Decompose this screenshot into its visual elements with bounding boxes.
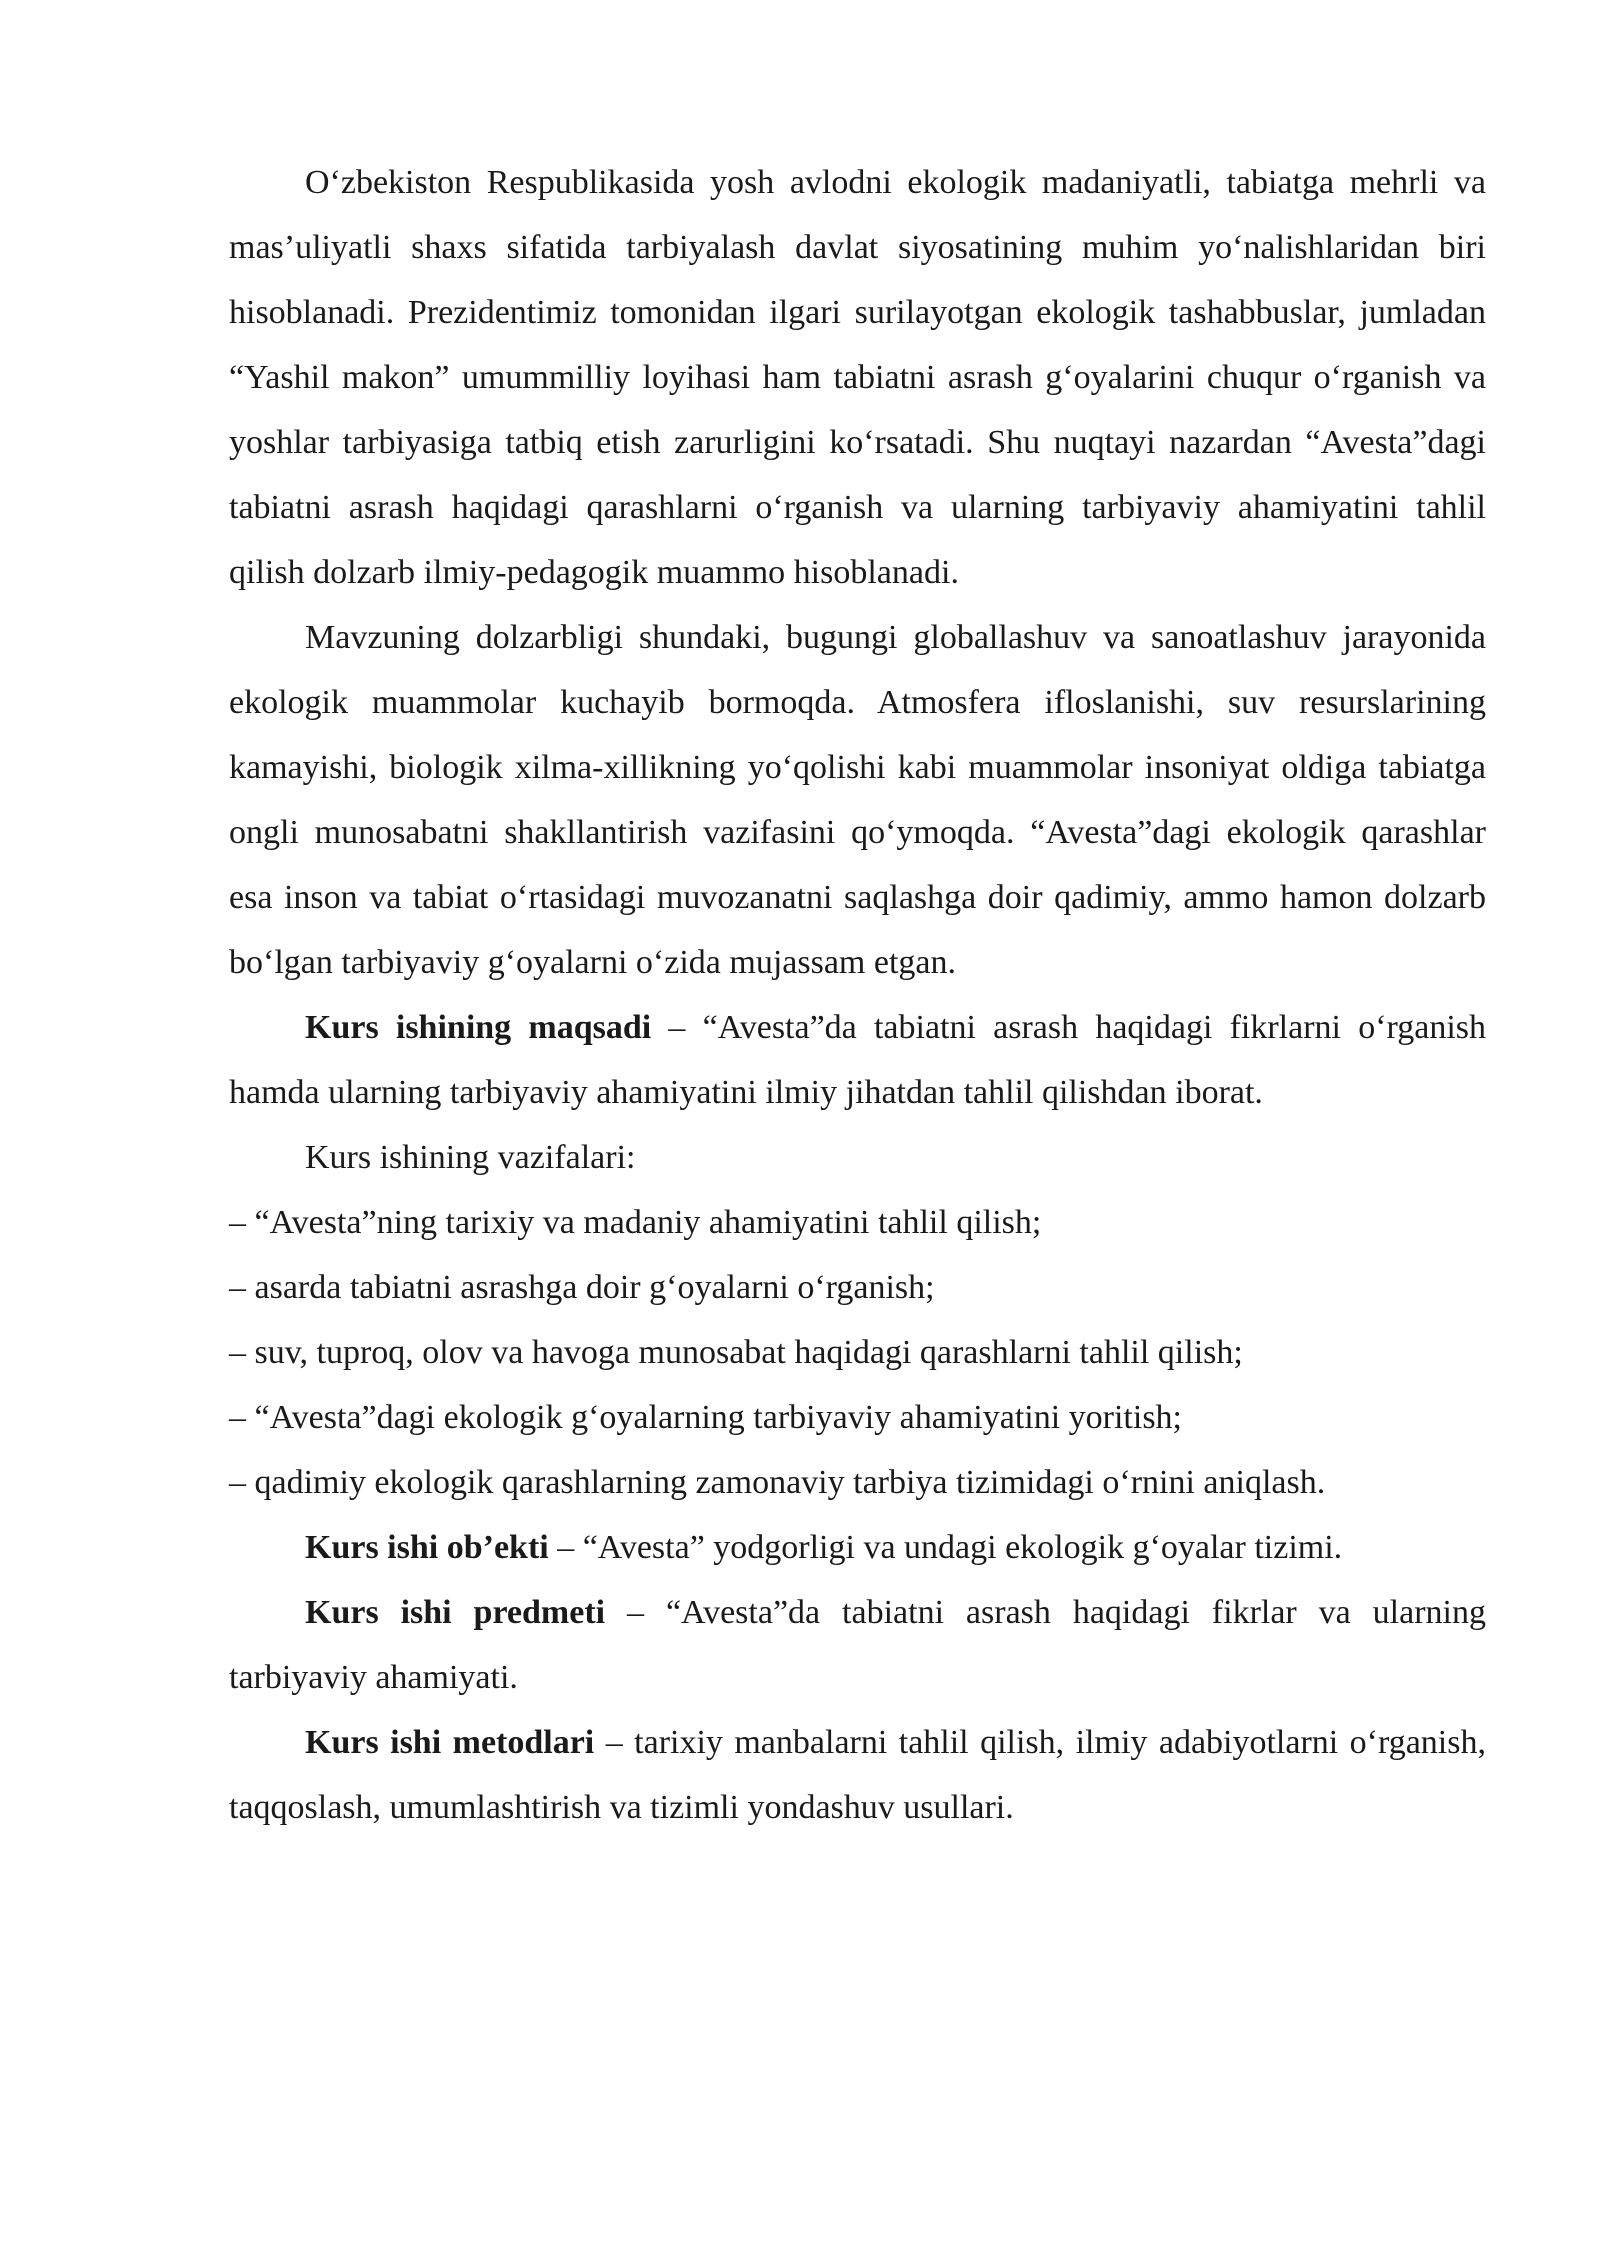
methods-term: Kurs ishi metodlari [305,1724,595,1761]
methods-text: – tarixiy manbalarni tahlil qilish, ilmiy adabiyotlarni o‘rganish, taqqoslash, umumlashtirish va tizimli yondashuv usullari. [229,1724,1486,1826]
subject-term: Kurs ishi predmeti [305,1594,606,1631]
object-term: Kurs ishi ob’ekti [305,1529,549,1566]
subject-paragraph [229,1580,1486,1710]
object-text: – “Avesta” yodgorligi va undagi ekologik g‘oyalar tizimi. [548,1529,1343,1566]
task-item: – suv, tuproq, olov va havoga munosabat haqidagi qarashlarni tahlil qilish; [229,1334,1243,1371]
intro-paragraph: O‘zbekiston Respublikasida yosh avlodni ekologik madaniyatli, tabiatga mehrli va mas’uliyatli shaxs sifatida tarbiyalash davlat siyosatining muhim yo‘nalishlaridan biri hisoblanadi. Prezidentimiz tomonidan ilgari surilayotgan ekologik tashabbuslar, jumladan “Yashil makon” umummilliy loyihasi ham tabiatni asrash g‘oyalarini chuqur o‘rganish va yoshlar tarbiyasiga tatbiq etish zarurligini ko‘rsatadi. Shu nuqtayi nazardan “Avesta”dagi tabiatni asrash haqidagi qarashlarni o‘rganish va ularning tarbiyaviy ahamiyatini tahlil qilish dolzarb ilmiy-pedagogik muammo hisoblanadi. [229,164,1486,591]
tasks-heading: Kurs ishining vazifalari: [305,1139,636,1176]
goal-paragraph [229,995,1486,1125]
task-item: – “Avesta”ning tarixiy va madaniy ahamiyatini tahlil qilish; [229,1204,1042,1241]
goal-text: – “Avesta”da tabiatni asrash haqidagi fikrlarni o‘rganish hamda ularning tarbiyaviy ahamiyatini ilmiy jihatdan tahlil qilishdan iborat. [229,1009,1486,1111]
methods-paragraph [229,1710,1486,1840]
task-item: – “Avesta”dagi ekologik g‘oyalarning tarbiyaviy ahamiyatini yoritish; [229,1399,1182,1436]
task-item: – asarda tabiatni asrashga doir g‘oyalarni o‘rganish; [229,1269,935,1306]
goal-term: Kurs ishining maqsadi [305,1009,652,1046]
task-item: – qadimiy ekologik qarashlarning zamonaviy tarbiya tizimidagi o‘rnini aniqlash. [229,1464,1326,1501]
object-paragraph [229,1515,1486,1580]
document-body [229,150,1486,1840]
relevance-paragraph: Mavzuning dolzarbligi shundaki, bugungi globallashuv va sanoatlashuv jarayonida ekologik muammolar kuchayib bormoqda. Atmosfera ifloslanishi, suv resurslarining kamayishi, biologik xilma-xillikning yo‘qolishi kabi muammolar insoniyat oldiga tabiatga ongli munosabatni shakllantirish vazifasini qo‘ymoqda. “Avesta”dagi ekologik qarashlar esa inson va tabiat o‘rtasidagi muvozanatni saqlashga doir qadimiy, ammo hamon dolzarb bo‘lgan tarbiyaviy g‘oyalarni o‘zida mujassam etgan. [229,619,1486,981]
subject-text: – “Avesta”da tabiatni asrash haqidagi fikrlar va ularning tarbiyaviy ahamiyati. [229,1594,1486,1696]
